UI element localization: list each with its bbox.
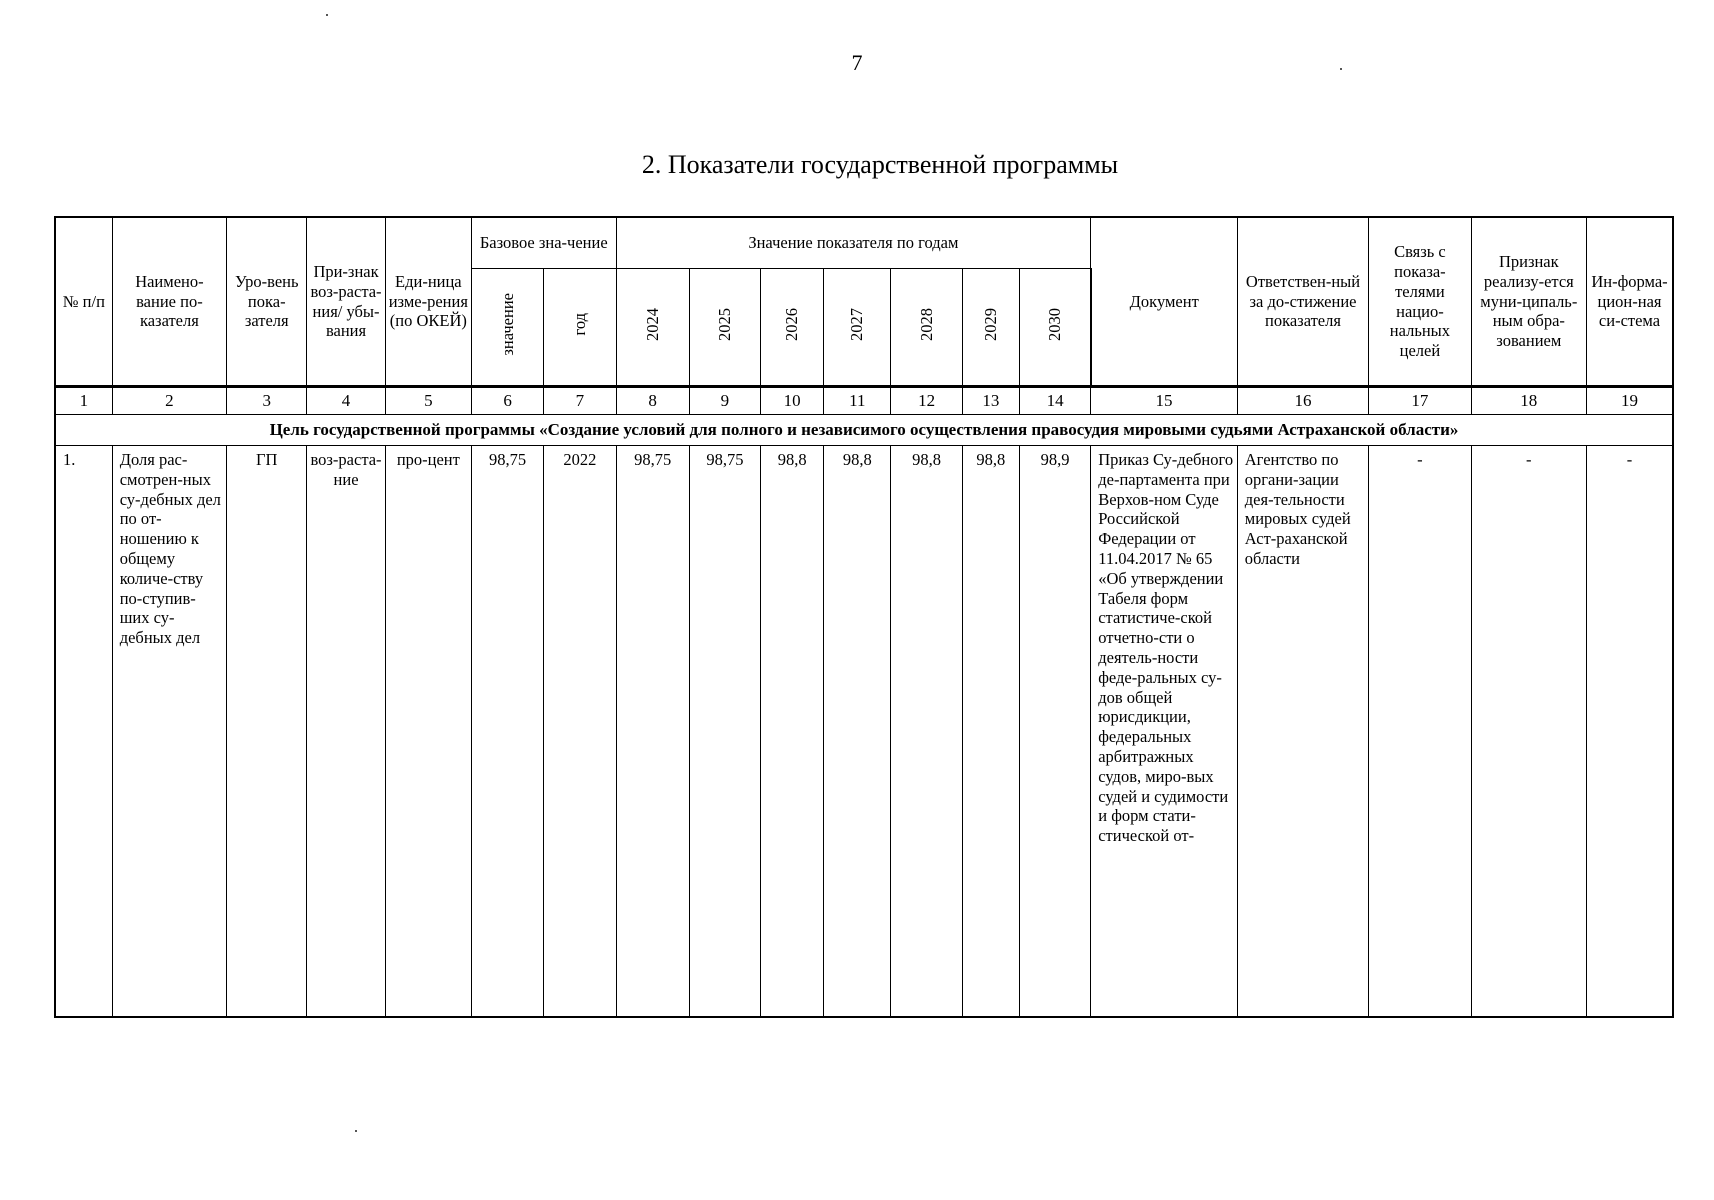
page-title: 2. Показатели государственной программы	[641, 150, 1119, 179]
year-value: 98,8	[891, 446, 962, 1018]
header-responsible: Ответствен-ный за до-стижение показателя	[1237, 217, 1368, 387]
header-info: Ин-форма-цион-ная си-стема	[1587, 217, 1673, 387]
header-base-year: год	[544, 269, 616, 387]
column-number: 17	[1369, 387, 1471, 415]
year-value: 98,8	[761, 446, 824, 1018]
header-unit: Еди-ница изме-рения (по ОКЕЙ)	[385, 217, 471, 387]
header-municipal: Признак реализу-ется муни-ципаль-ным обра-зованием	[1471, 217, 1586, 387]
header-level: Уро-вень пока-зателя	[227, 217, 307, 387]
column-number: 19	[1587, 387, 1673, 415]
column-number: 5	[385, 387, 471, 415]
column-number: 11	[824, 387, 891, 415]
indicators-table	[54, 216, 1674, 1018]
header-years-group: Значение показателя по годам	[616, 217, 1091, 269]
year-value: 98,75	[616, 446, 689, 1018]
header-year: 2024	[616, 269, 689, 387]
indicator-name: Доля рас-смотрен-ных су-дебных дел по от-ношению к общему количе-ству по-ступив-ших су-дебных дел	[112, 446, 226, 1018]
column-number: 6	[471, 387, 543, 415]
column-number: 4	[307, 387, 385, 415]
scan-speck	[1340, 68, 1342, 70]
column-numbers-row	[55, 387, 1673, 415]
column-number: 1	[55, 387, 112, 415]
year-value: 98,8	[962, 446, 1019, 1018]
column-number: 10	[761, 387, 824, 415]
column-number: 12	[891, 387, 962, 415]
indicator-unit: про-цент	[385, 446, 471, 1018]
header-link: Связь с показа-телями нацио-нальных целей	[1369, 217, 1471, 387]
header-year: 2030	[1019, 269, 1090, 387]
header-sign: При-знак воз-раста-ния/ убы-вания	[307, 217, 385, 387]
indicator-link: -	[1369, 446, 1471, 1018]
indicator-document: Приказ Су-дебного де-партамента при Верхов-ном Суде Российской Федерации от 11.04.2017 № 65 «Об утверждении Табеля форм статистиче-ской отчетно-сти о деятель-ности феде-ральных су-дов общей юрисдикции, федеральных арбитражных судов, миро-вых судей и судимости и форм стати-стической от-	[1091, 446, 1238, 1018]
scan-speck	[326, 14, 328, 16]
column-number: 7	[544, 387, 616, 415]
header-base-group: Базовое зна-чение	[471, 217, 616, 269]
scan-speck	[355, 1130, 357, 1132]
indicator-responsible: Агентство по органи-зации дея-тельности мировых судей Аст-раханской области	[1237, 446, 1368, 1018]
header-year: 2028	[891, 269, 962, 387]
indicator-municipal: -	[1471, 446, 1586, 1018]
page-number: 7	[851, 50, 863, 75]
indicator-info: -	[1587, 446, 1673, 1018]
header-name: Наимено-вание по-казателя	[112, 217, 226, 387]
row-number: 1.	[55, 446, 112, 1018]
indicator-level: ГП	[227, 446, 307, 1018]
header-year: 2029	[962, 269, 1019, 387]
year-value: 98,8	[824, 446, 891, 1018]
header-base-value: значение	[471, 269, 543, 387]
indicator-sign: воз-раста-ние	[307, 446, 385, 1018]
column-number: 13	[962, 387, 1019, 415]
year-value: 98,9	[1019, 446, 1090, 1018]
column-number: 16	[1237, 387, 1368, 415]
column-number: 18	[1471, 387, 1586, 415]
column-number: 2	[112, 387, 226, 415]
column-number: 14	[1019, 387, 1090, 415]
header-year: 2027	[824, 269, 891, 387]
base-value: 98,75	[471, 446, 543, 1018]
header-no: № п/п	[55, 217, 112, 387]
column-number: 8	[616, 387, 689, 415]
header-year: 2026	[761, 269, 824, 387]
year-value: 98,75	[689, 446, 760, 1018]
table-row	[55, 446, 1673, 1018]
header-document: Документ	[1091, 217, 1238, 387]
column-number: 3	[227, 387, 307, 415]
column-number: 9	[689, 387, 760, 415]
goal-row: Цель государственной программы «Создание условий для полного и независимого осуществления правосудия мировыми судьями Астраханской области»	[55, 415, 1673, 446]
column-number: 15	[1091, 387, 1238, 415]
header-year: 2025	[689, 269, 760, 387]
base-year: 2022	[544, 446, 616, 1018]
